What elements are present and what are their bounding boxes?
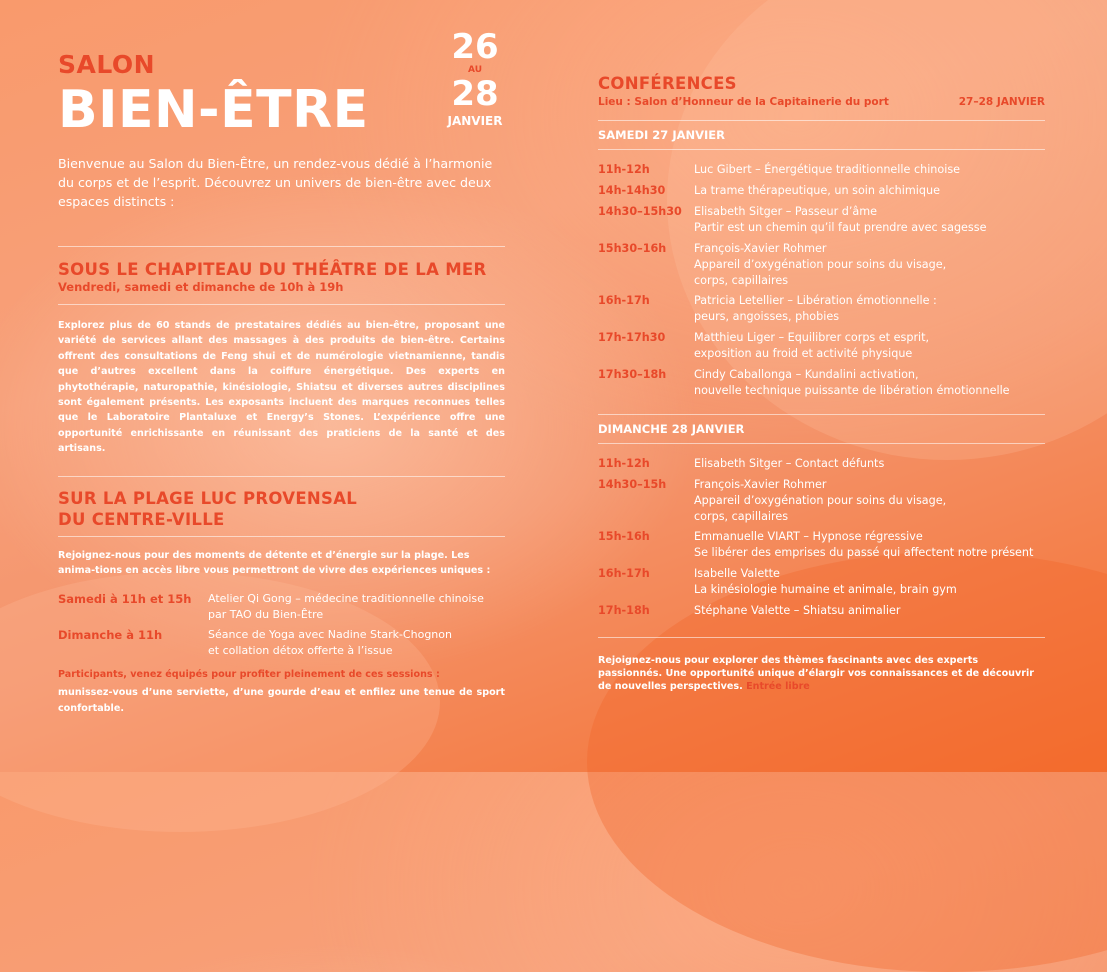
conference-line: Matthieu Liger – Equilibrer corps et esprit, [694, 331, 930, 344]
divider [58, 304, 505, 305]
plage-title-line2: DU CENTRE-VILLE [58, 510, 225, 529]
conference-line: Appareil d’oxygénation pour soins du visage, [694, 494, 947, 507]
conference-time: 15h30–16h [598, 242, 667, 255]
conference-line: nouvelle technique puissante de libération émotionnelle [694, 384, 1010, 397]
conference-description [694, 603, 1049, 619]
conference-description [694, 330, 1049, 362]
conference-line: Isabelle Valette [694, 567, 780, 580]
conference-time: 11h-12h [598, 163, 650, 176]
conference-line: Appareil d’oxygénation pour soins du visage, [694, 258, 947, 271]
conference-line: exposition au froid et activité physique [694, 347, 913, 360]
divider [58, 246, 505, 247]
conference-time: 14h30–15h30 [598, 205, 682, 218]
conference-description [694, 529, 1049, 561]
conference-description [694, 456, 1049, 472]
plage-description: Rejoignez-nous pour des moments de détente et d’énergie sur la plage. Les anima-tions en accès libre vous permettront de vivre des expériences uniques : [58, 550, 491, 577]
date-au: AU [468, 65, 482, 75]
date-month: JANVIER [447, 114, 503, 128]
conferences-footer [598, 654, 1038, 693]
conference-line: Elisabeth Sitger – Contact défunts [694, 457, 885, 470]
conference-description [694, 241, 1049, 289]
intro-text: Bienvenue au Salon du Bien-Être, un rendez-vous dédié à l’harmonie du corps et de l’esprit. Découvrez un univers de bien-être avec deux espaces distincts : [58, 156, 493, 209]
conference-description [694, 367, 1049, 399]
conference-line: Patricia Letellier – Libération émotionnelle : [694, 294, 937, 307]
conference-line: corps, capillaires [694, 274, 789, 287]
session-time: Dimanche à 11h [58, 628, 163, 642]
session-line: et collation détox offerte à l’issue [208, 644, 393, 657]
conferences-dates: 27–28 JANVIER [958, 96, 1045, 108]
notice-text: munissez-vous d’une serviette, d’une gourde d’eau et enfilez une tenue de sport confortable. [58, 687, 505, 714]
session-line: Atelier Qi Gong – médecine traditionnelle chinoise [208, 592, 484, 605]
conference-time: 16h-17h [598, 567, 650, 580]
conference-description [694, 204, 1049, 236]
conference-line: Stéphane Valette – Shiatsu animalier [694, 604, 901, 617]
event-dates [440, 27, 510, 128]
conference-line: corps, capillaires [694, 510, 789, 523]
divider [598, 120, 1045, 121]
conference-line: Luc Gibert – Énergétique traditionnelle chinoise [694, 163, 961, 176]
conference-time: 17h-17h30 [598, 331, 666, 344]
conference-time: 17h-18h [598, 604, 650, 617]
conference-time: 14h-14h30 [598, 184, 666, 197]
session-time: Samedi à 11h et 15h [58, 592, 192, 606]
conference-line: Partir est un chemin qu’il faut prendre avec sagesse [694, 221, 987, 234]
divider [598, 149, 1045, 150]
notice-title: Participants, venez équipés pour profiter pleinement de ces sessions : [58, 669, 440, 680]
conference-line: François-Xavier Rohmer [694, 242, 827, 255]
divider [598, 414, 1045, 415]
divider [598, 637, 1045, 638]
salon-label: SALON [58, 50, 156, 79]
conferences-title: CONFÉRENCES [598, 74, 737, 93]
conferences-location: Lieu : Salon d’Honneur de la Capitainerie du port [598, 96, 889, 108]
page-title: BIEN-ÊTRE [58, 80, 369, 140]
conference-line: Cindy Caballonga – Kundalini activation, [694, 368, 919, 381]
conference-line: La trame thérapeutique, un soin alchimique [694, 184, 940, 197]
conference-description [694, 477, 1049, 525]
conference-description [694, 162, 1049, 178]
conference-time: 17h30–18h [598, 368, 667, 381]
divider [58, 536, 505, 537]
session-line: par TAO du Bien-Être [208, 608, 324, 621]
conference-description [694, 183, 1049, 199]
conference-description [694, 566, 1049, 598]
footer-entree-libre: Entrée libre [746, 681, 810, 692]
footer-text: Rejoignez-nous pour explorer des thèmes fascinants avec des experts passionnés. Une opportunité unique d’élargir vos connaissances et de découvrir de nouvelles perspectives. [598, 655, 1035, 692]
conference-description [694, 293, 1049, 325]
chapiteau-hours: Vendredi, samedi et dimanche de 10h à 19h [58, 280, 344, 294]
conference-time: 15h-16h [598, 530, 650, 543]
day-label-samedi: SAMEDI 27 JANVIER [598, 128, 726, 142]
conference-time: 11h-12h [598, 457, 650, 470]
conference-line: Se libérer des emprises du passé qui affectent notre présent [694, 546, 1034, 559]
conference-line: Elisabeth Sitger – Passeur d’âme [694, 205, 878, 218]
day-label-dimanche: DIMANCHE 28 JANVIER [598, 422, 745, 436]
divider [58, 476, 505, 477]
conference-time: 16h-17h [598, 294, 650, 307]
session-line: Séance de Yoga avec Nadine Stark-Chognon [208, 628, 452, 641]
conference-time: 14h30–15h [598, 478, 667, 491]
conference-line: François-Xavier Rohmer [694, 478, 827, 491]
date-start: 26 [451, 27, 499, 67]
plage-title [58, 488, 357, 530]
conference-line: Emmanuelle VIART – Hypnose régressive [694, 530, 923, 543]
chapiteau-title: SOUS LE CHAPITEAU DU THÉÂTRE DE LA MER [58, 260, 487, 279]
conference-line: La kinésiologie humaine et animale, brain gym [694, 583, 957, 596]
conference-line: peurs, angoisses, phobies [694, 310, 840, 323]
divider [598, 443, 1045, 444]
date-end: 28 [451, 74, 499, 114]
plage-title-line1: SUR LA PLAGE LUC PROVENSAL [58, 489, 358, 508]
chapiteau-description: Explorez plus de 60 stands de prestataires dédiés au bien-être, proposant une variété de services allant des massages à des produits de bien-être. Certains offrent des consultations de Feng shui et de numérologie vietnamienne, tandis que d’autres excellent dans la coiffure énergétique. Des experts en phytothérapie, naturopathie, kinésiologie, Shiatsu et diverses autres disciplines sont également présents. Les exposants incluent des marques reconnues telles que le Laboratoire Plantaluxe et Energy’s Stones. L’expérience offre une opportunité enrichissante en réunissant des praticiens de la santé et des artisans. [58, 320, 505, 455]
